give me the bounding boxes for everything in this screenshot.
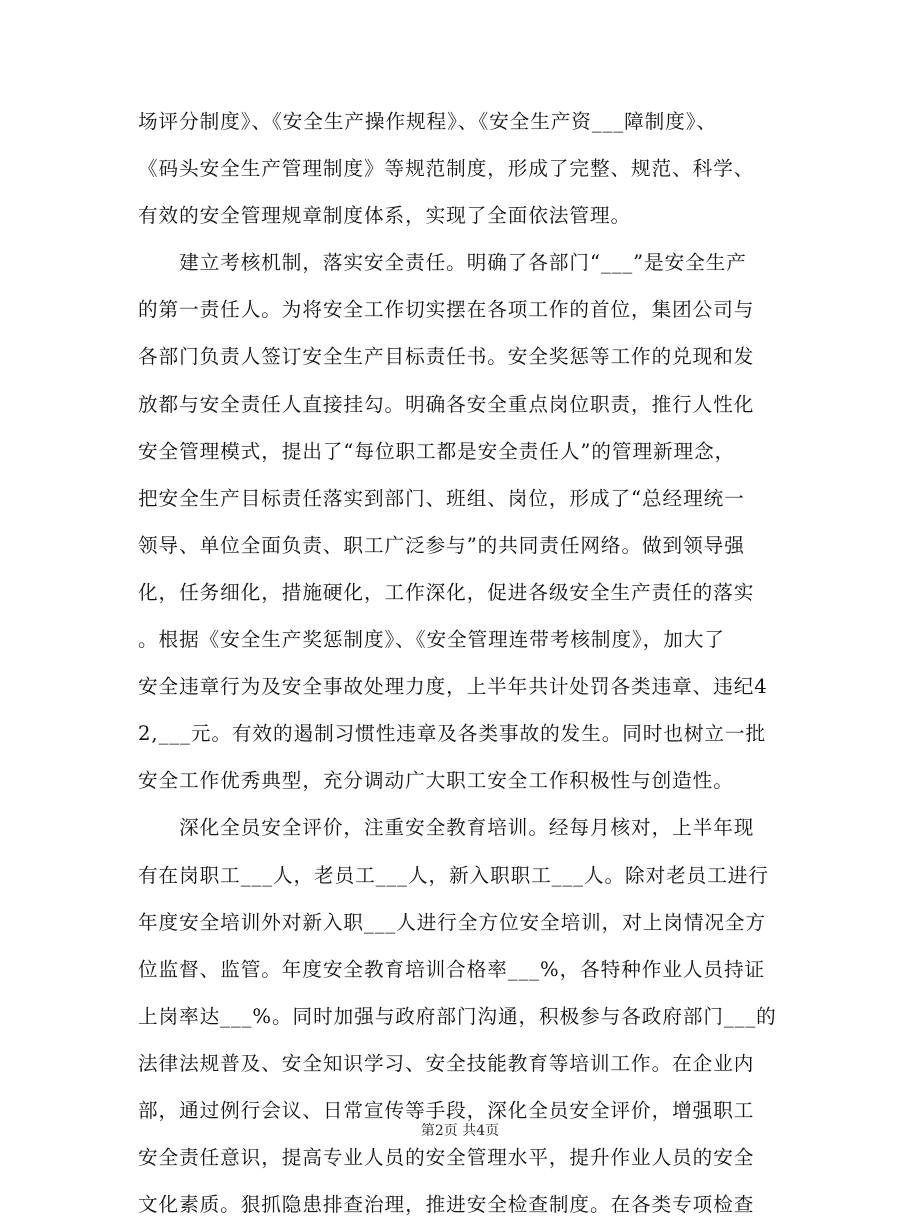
text-line: 安全工作优秀典型，充分调动广大职工安全工作积极性与创造性。 [138, 769, 734, 793]
text-line: 建立考核机制，落实安全责任。明确了各部门“___”是安全生产 [138, 251, 747, 275]
text-line: 有效的安全管理规章制度体系，实现了全面依法管理。 [138, 204, 632, 228]
text-line: 把安全生产目标责任落实到部门、班组、岗位，形成了“总经理统一 [138, 486, 745, 510]
text-line: 法律法规普及、安全知识学习、安全技能教育等培训工作。在企业内 [138, 1051, 755, 1075]
text-line: 场评分制度》、《安全生产操作规程》、《安全生产资___障制度》、 [138, 110, 718, 133]
page-number-footer: 第2页 共4页 [420, 1123, 500, 1139]
text-line: 安全管理模式，提出了“每位职工都是安全责任人”的管理新理念， [138, 439, 736, 463]
text-line: 文化素质。狠抓隐患排查治理，推进安全检查制度。在各类专项检查 [138, 1193, 755, 1217]
text-line: 各部门负责人签订安全生产目标责任书。安全奖惩等工作的兑现和发 [138, 345, 755, 369]
text-line: 年度安全培训外对新入职___人进行全方位安全培训，对上岗情况全方 [138, 910, 767, 934]
text-line: 放都与安全责任人直接挂勾。明确各安全重点岗位职责，推行人性化 [138, 392, 755, 416]
text-line: 上岗率达___%。同时加强与政府部门沟通，积极参与各政府部门___的 [138, 1004, 777, 1028]
text-line: 位监督、监管。年度安全教育培训合格率___%，各特种作业人员持证 [138, 957, 766, 981]
text-line: 《码头安全生产管理制度》等规范制度，形成了完整、规范、科学、 [138, 157, 755, 181]
text-line: 的第一责任人。为将安全工作切实摆在各项工作的首位，集团公司与 [138, 298, 755, 322]
text-line: 深化全员安全评价，注重安全教育培训。经每月核对，上半年现 [138, 816, 755, 840]
text-line: 部，通过例行会议、日常宣传等手段，深化全员安全评价，增强职工 [138, 1098, 755, 1122]
body-text [138, 98, 778, 1228]
text-line: 领导、单位全面负责、职工广泛参与”的共同责任网络。做到领导强 [138, 533, 745, 557]
text-line: 有在岗职工___人，老员工___人，新入职职工___人。除对老员工进行 [138, 863, 769, 887]
text-line: 化，任务细化，措施硬化，工作深化，促进各级安全生产责任的落实 [138, 580, 755, 604]
text-line: 。根据《安全生产奖惩制度》、《安全管理连带考核制度》，加大了 [138, 628, 725, 652]
text-line: 安全责任意识，提高专业人员的安全管理水平，提升作业人员的安全 [138, 1146, 755, 1170]
text-line: 安全违章行为及安全事故处理力度，上半年共计处罚各类违章、违纪42,___元。有效的遏制习惯性违章及各类事故的发生。同时也树立一批 [138, 675, 768, 746]
